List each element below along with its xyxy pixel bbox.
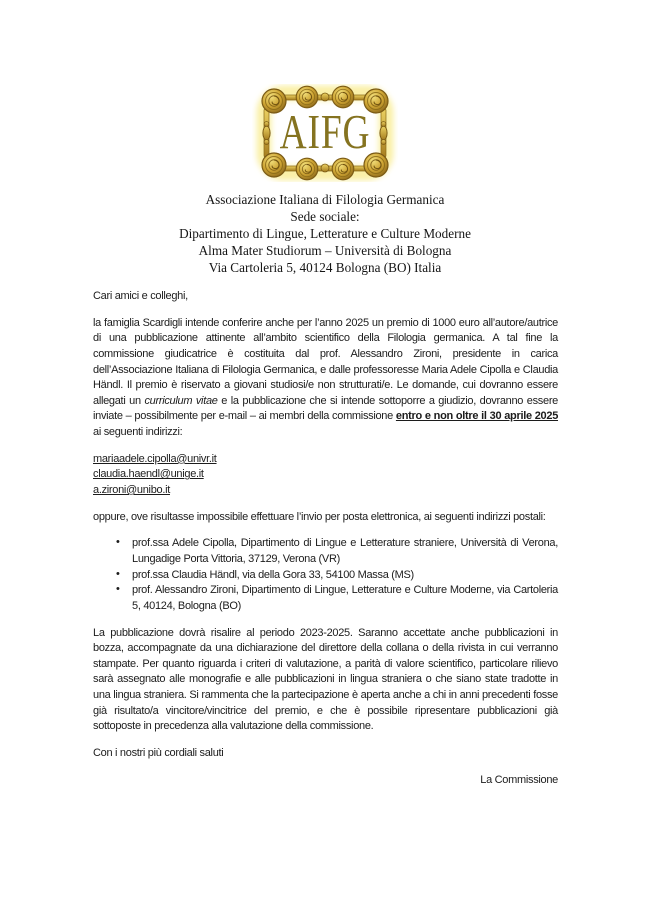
bullet-icon: • (116, 567, 120, 580)
closing-salutation: Con i nostri più cordiali saluti (93, 746, 224, 759)
paragraph-text: la famiglia Scardigli intende conferire anche per l’anno 2025 un premio di 1000 euro all’autore/autrice di una pubblicazione attinente all’ambito scientifico della Filologia germanica. A tal fine la commissione giudicatrice è costituita dal prof. Alessandro Zironi, presidente in carica dell’Associazione Italiana di Filologia Germanica, e dalle professoresse Maria Adele Cipolla e Claudia Händl. Il premio è riservato a giovani studiosi/e non strutturati/e. Le domande, cui dovranno essere allegati un (93, 316, 558, 407)
criteria-paragraph: La pubblicazione dovrà risalire al periodo 2023-2025. Saranno accettate anche pubblicazioni in bozza, accompagnate da una dichiarazione del direttore della collana o della rivista in cui verranno stampate. Per quanto riguarda i criteri di valutazione, a parità di valore scientifico, particolare rilievo sarà assegnato alle monografie e alle pubblicazioni in lingua straniera o che siano state tradotte in una lingua straniera. Si rammenta che la partecipazione è aperta anche a chi in anni precedenti fosse già risultato/a vincitore/vincitrice del premio, e che è possibile ripresentare pubblicazioni già sottoposte in precedenza alla valutazione della commissione. (93, 626, 558, 733)
bullet-icon: • (116, 583, 120, 596)
letter-body (93, 289, 558, 800)
postal-address-text: prof. Alessandro Zironi, Dipartimento di Lingue, Letterature e Culture Moderne, via Cartoleria 5, 40124, Bologna (BO) (132, 584, 558, 612)
signature: La Commissione (480, 773, 558, 786)
email-link-zironi[interactable]: a.zironi@unibo.it (93, 483, 170, 496)
paragraph-text: ai seguenti indirizzi: (93, 425, 183, 438)
list-item-cipolla (93, 536, 558, 567)
email-link-cipolla[interactable]: mariaadele.cipolla@univr.it (93, 452, 217, 465)
list-item-haendl (93, 568, 558, 584)
bullet-icon: • (116, 536, 120, 549)
address-line: Via Cartoleria 5, 40124 Bologna (BO) Italia (208, 260, 442, 275)
prize-announcement-paragraph (93, 316, 558, 441)
list-item-zironi (93, 583, 558, 614)
email-list (93, 452, 558, 499)
department-line: Dipartimento di Lingue, Letterature e Culture Moderne (179, 226, 471, 241)
email-row (93, 452, 558, 468)
deadline-text: entro e non oltre il 30 aprile 2025 (395, 410, 559, 423)
letterhead (0, 191, 650, 276)
curriculum-vitae-italic: curriculum vitae (144, 394, 218, 407)
sede-sociale-label: Sede sociale: (290, 209, 360, 224)
logo-monogram: AIFG (279, 105, 371, 160)
aifg-logo (252, 84, 398, 182)
postal-address-list (93, 536, 558, 614)
email-row (93, 467, 558, 483)
logo-frame-icon (252, 84, 398, 182)
email-link-haendl[interactable]: claudia.haendl@unige.it (93, 468, 204, 481)
postal-address-text: prof.ssa Claudia Händl, via della Gora 33, 54100 Massa (MS) (132, 568, 414, 581)
postal-fallback-paragraph: oppure, ove risultasse impossibile effettuare l’invio per posta elettronica, ai seguenti indirizzi postali: (93, 510, 546, 523)
salutation: Cari amici e colleghi, (93, 290, 188, 302)
email-row (93, 483, 558, 499)
paragraph-text: e la pubblicazione che si intende sottoporre a giudizio, dovranno essere inviate – possibilmente per e-mail – ai membri della commissione (93, 394, 558, 423)
org-name: Associazione Italiana di Filologia Germanica (205, 192, 445, 207)
postal-address-text: prof.ssa Adele Cipolla, Dipartimento di Lingue e Letterature straniere, Università di Verona, Lungadige Porta Vittoria, 37129, Verona (VR) (132, 537, 558, 566)
university-line: Alma Mater Studiorum – Università di Bologna (198, 243, 452, 258)
